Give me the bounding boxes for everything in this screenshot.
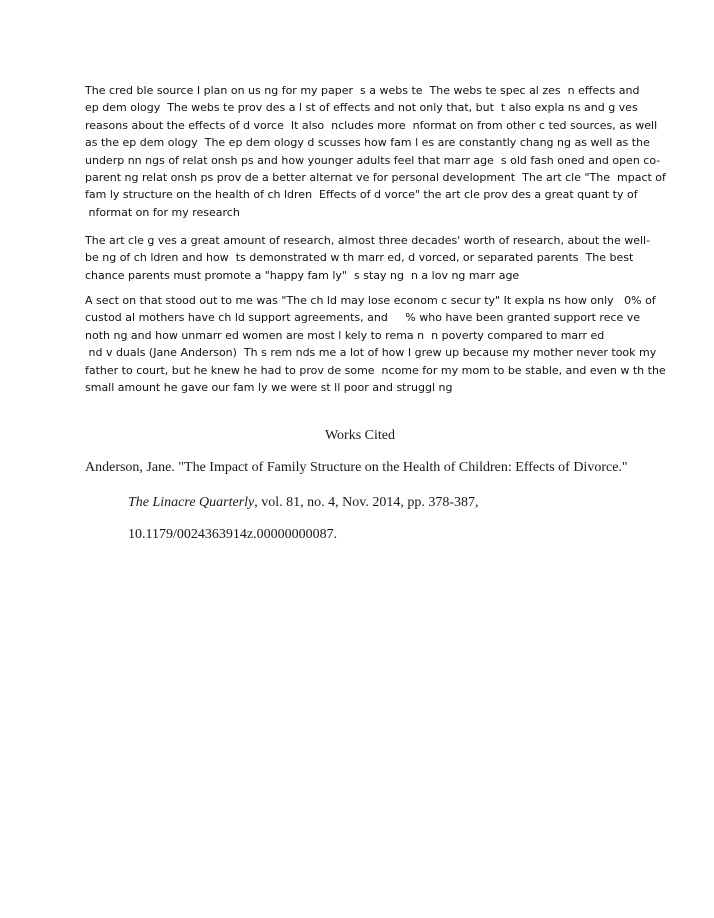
paragraph-line: small amount he gave our fam ly we were st ll poor and struggl ng bbox=[85, 381, 453, 395]
paragraph-line: as the ep dem ology The ep dem ology d scusses how fam l es are constantly chang ng as well as the bbox=[85, 136, 650, 150]
body-paragraph-2 bbox=[85, 232, 651, 284]
citation-doi: 10.1179/0024363914z.00000000087. bbox=[128, 527, 338, 542]
works-cited-heading: Works Cited bbox=[324, 428, 396, 443]
paragraph-line: father to court, but he knew he had to prov de some ncome for my mom to be stable, and even w th the bbox=[85, 363, 666, 377]
paragraph-line: The cred ble source I plan on us ng for my paper s a webs te The webs te spec al zes n effects and bbox=[85, 84, 640, 97]
body-paragraph-3 bbox=[85, 292, 666, 396]
paragraph-line: reasons about the effects of d vorce It also ncludes more nformat on from other c ted sources, as well bbox=[85, 118, 658, 132]
body-paragraph-1 bbox=[85, 82, 666, 221]
citation-journal-line bbox=[128, 495, 479, 511]
paragraph-line: be ng of ch ldren and how ts demonstrated w th marr ed, d vorced, or separated parents The best bbox=[85, 251, 634, 265]
paragraph-line: ep dem ology The webs te prov des a l st of effects and not only that, but t also expla ns and g ves bbox=[85, 101, 638, 115]
paragraph-line: nd v duals (Jane Anderson) Th s rem nds me a lot of how I grew up because my mother never took my bbox=[85, 346, 657, 360]
paragraph-line: nformat on for my research bbox=[85, 205, 240, 219]
paragraph-line: parent ng relat onsh ps prov de a better alternat ve for personal development The art cle "The mpact of bbox=[85, 171, 666, 185]
paragraph-line: The art cle g ves a great amount of research, almost three decades' worth of research, about the well- bbox=[85, 234, 651, 247]
paragraph-line: A sect on that stood out to me was "The ch ld may lose econom c secur ty" It expla ns how only 0% of bbox=[85, 294, 656, 307]
citation-author-title: Anderson, Jane. "The Impact of Family Structure on the Health of Children: Effects of Divorce." bbox=[85, 460, 628, 475]
paragraph-line: underp nn ngs of relat onsh ps and how younger adults feel that marr age s old fash oned and open co- bbox=[85, 153, 661, 167]
citation-volume-pages: , vol. 81, no. 4, Nov. 2014, pp. 378-387, bbox=[254, 495, 479, 510]
paragraph-line: custod al mothers have ch ld support agreements, and % who have been granted support rece ve bbox=[85, 311, 641, 325]
paragraph-line: noth ng and how unmarr ed women are most l kely to rema n n poverty compared to marr ed bbox=[85, 328, 605, 342]
paragraph-line: fam ly structure on the health of ch ldren Effects of d vorce" the art cle prov des a great quant ty of bbox=[85, 188, 638, 202]
paragraph-line: chance parents must promote a "happy fam ly" s stay ng n a lov ng marr age bbox=[85, 268, 520, 282]
citation-journal-name: The Linacre Quarterly bbox=[128, 495, 255, 510]
